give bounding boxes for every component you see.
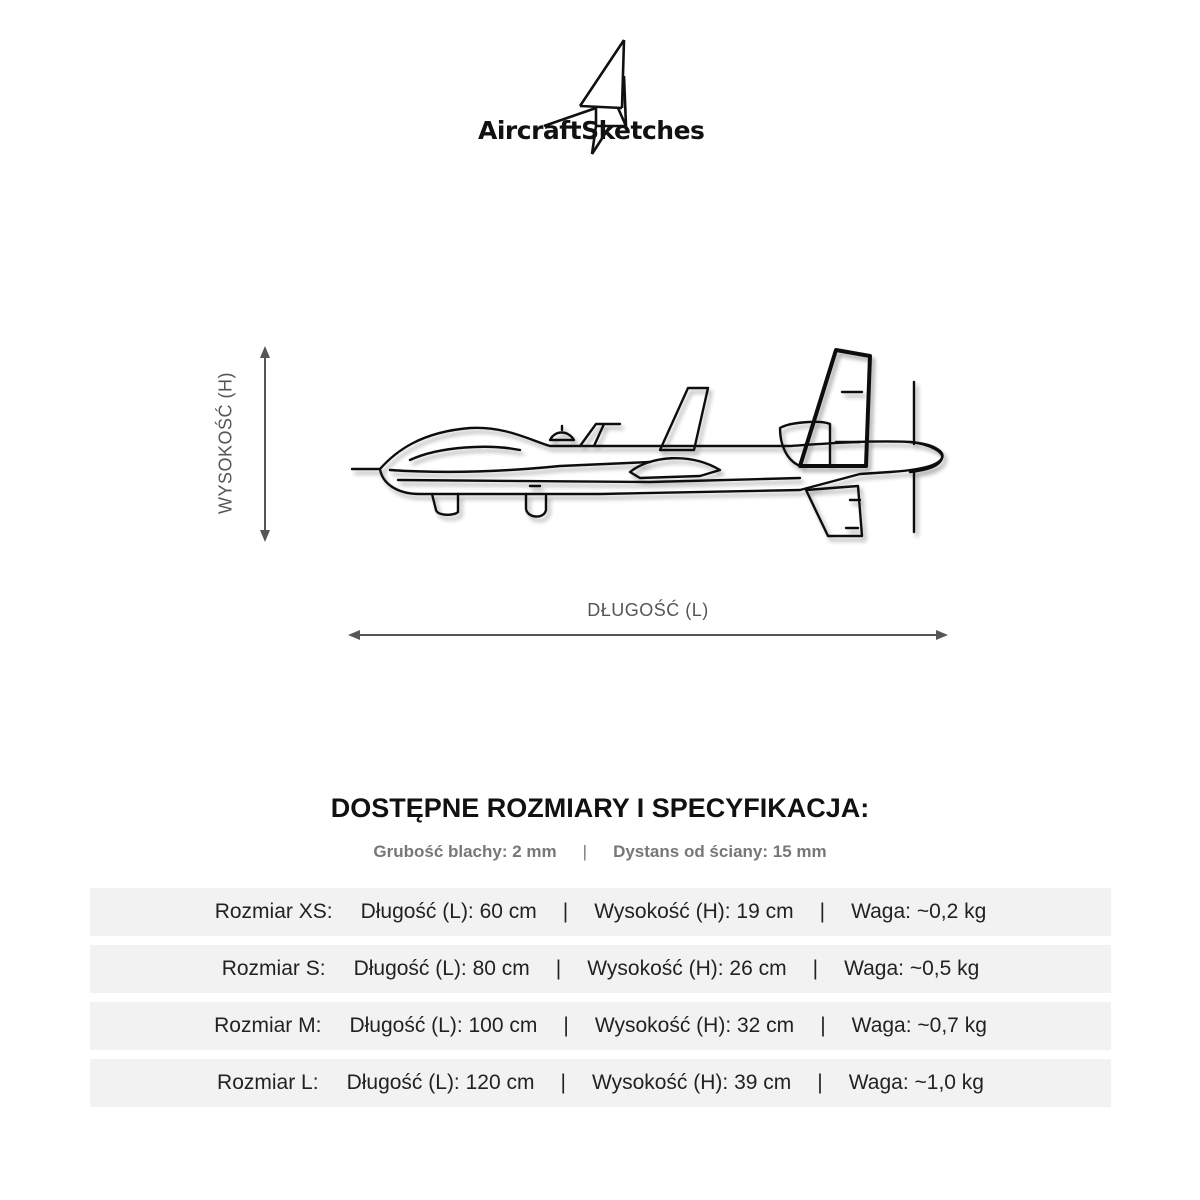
separator: | (563, 1014, 569, 1037)
size-length: Długość (L): 80 cm (353, 957, 530, 980)
size-weight: Waga: ~1,0 kg (848, 1071, 984, 1094)
size-height: Wysokość (H): 19 cm (594, 900, 794, 923)
sizes-table (90, 888, 1111, 1116)
drone-silhouette-icon (352, 350, 943, 536)
size-length: Długość (L): 120 cm (346, 1071, 535, 1094)
length-label: DŁUGOŚĆ (L) (587, 600, 709, 620)
separator: | (555, 957, 562, 980)
size-weight: Waga: ~0,2 kg (851, 900, 987, 923)
height-label: WYSOKOŚĆ (H) (215, 371, 236, 515)
size-weight: Waga: ~0,7 kg (851, 1014, 987, 1037)
size-name: Rozmiar XS: (214, 900, 333, 923)
size-height: Wysokość (H): 39 cm (591, 1071, 792, 1094)
size-height: Wysokość (H): 32 cm (594, 1014, 795, 1037)
specs-title: DOSTĘPNE ROZMIARY I SPECYFIKACJA: (330, 793, 870, 823)
specs-subtitle (0, 842, 1200, 862)
size-length: Długość (L): 60 cm (360, 900, 537, 923)
size-row-xs (90, 888, 1111, 936)
sheet-thickness: Grubość blachy: 2 mm (373, 842, 557, 861)
separator: | (562, 900, 569, 923)
size-height: Wysokość (H): 26 cm (587, 957, 787, 980)
wall-distance: Dystans od ściany: 15 mm (613, 842, 827, 861)
size-row-m (90, 1002, 1111, 1050)
size-length: Długość (L): 100 cm (349, 1014, 538, 1037)
separator: | (817, 1071, 823, 1094)
length-dimension-arrow (348, 630, 948, 640)
size-name: Rozmiar S: (221, 957, 326, 980)
separator: | (812, 957, 819, 980)
brand-name: AircraftSketches (478, 116, 705, 145)
separator: | (819, 900, 826, 923)
size-row-s (90, 945, 1111, 993)
separator: | (582, 842, 588, 861)
separator: | (820, 1014, 826, 1037)
size-weight: Waga: ~0,5 kg (844, 957, 980, 980)
size-name: Rozmiar M: (214, 1014, 322, 1037)
separator: | (560, 1071, 566, 1094)
height-dimension-arrow (260, 346, 270, 542)
size-name: Rozmiar L: (217, 1071, 319, 1094)
size-row-l (90, 1059, 1111, 1107)
